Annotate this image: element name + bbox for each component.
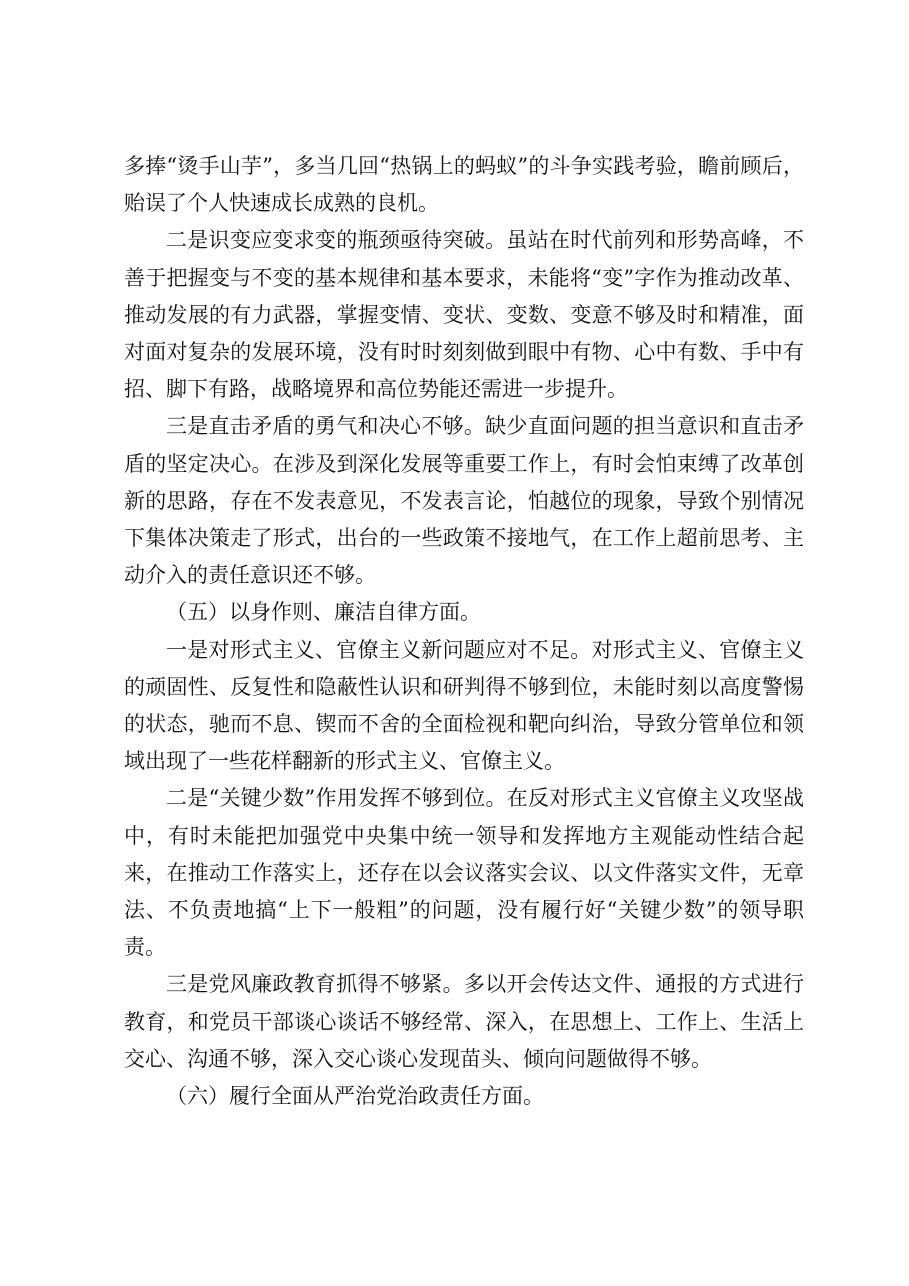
- paragraph-continuation: 多捧“烫手山芋”，多当几回“热锅上的蚂蚁”的斗争实践考验，瞻前顾后，贻误了个人快速成长成熟的良机。: [124, 154, 804, 216]
- paragraph-point-one-formalism: 一是对形式主义、官僚主义新问题应对不足。对形式主义、官僚主义的顽固性、反复性和隐蔽性认识和研判得不够到位，未能时刻以高度警惕的状态，驰而不息、锲而不舍的全面检视和靶向纠治，导致分管单位和领域出现了一些花样翻新的形式主义、官僚主义。: [124, 637, 804, 774]
- section-heading-six: （六）履行全面从严治党治政责任方面。: [166, 1084, 544, 1109]
- paragraph-point-two-key-minority: 二是“关键少数”作用发挥不够到位。在反对形式主义官僚主义攻坚战中，有时未能把加强党中央集中统一领导和发挥地方主观能动性结合起来，在推动工作落实上，还存在以会议落实会议、以文件落实文件，无章法、不负责地搞“上下一般粗”的问题，没有履行好“关键少数”的领导职责。: [124, 786, 804, 960]
- section-heading-five: （五）以身作则、廉洁自律方面。: [166, 600, 481, 625]
- paragraph-point-three-education: 三是党风廉政教育抓得不够紧。多以开会传达文件、通报的方式进行教育，和党员干部谈心谈话不够经常、深入，在思想上、工作上、生活上交心、沟通不够，深入交心谈心发现苗头、倾向问题做得不够。: [124, 972, 804, 1071]
- document-body: [124, 148, 804, 1115]
- paragraph-point-two-change: 二是识变应变求变的瓶颈亟待突破。虽站在时代前列和形势高峰，不善于把握变与不变的基本规律和基本要求，未能将“变”字作为推动改革、推动发展的有力武器，掌握变情、变状、变数、变意不够及时和精准，面对面对复杂的发展环境，没有时时刻刻做到眼中有物、心中有数、手中有招、脚下有路，战略境界和高位势能还需进一步提升。: [124, 228, 804, 402]
- paragraph-point-three-courage: 三是直击矛盾的勇气和决心不够。缺少直面问题的担当意识和直击矛盾的坚定决心。在涉及到深化发展等重要工作上，有时会怕束缚了改革创新的思路，存在不发表意见，不发表言论，怕越位的现象，导致个别情况下集体决策走了形式，出台的一些政策不接地气，在工作上超前思考、主动介入的责任意识还不够。: [124, 414, 804, 588]
